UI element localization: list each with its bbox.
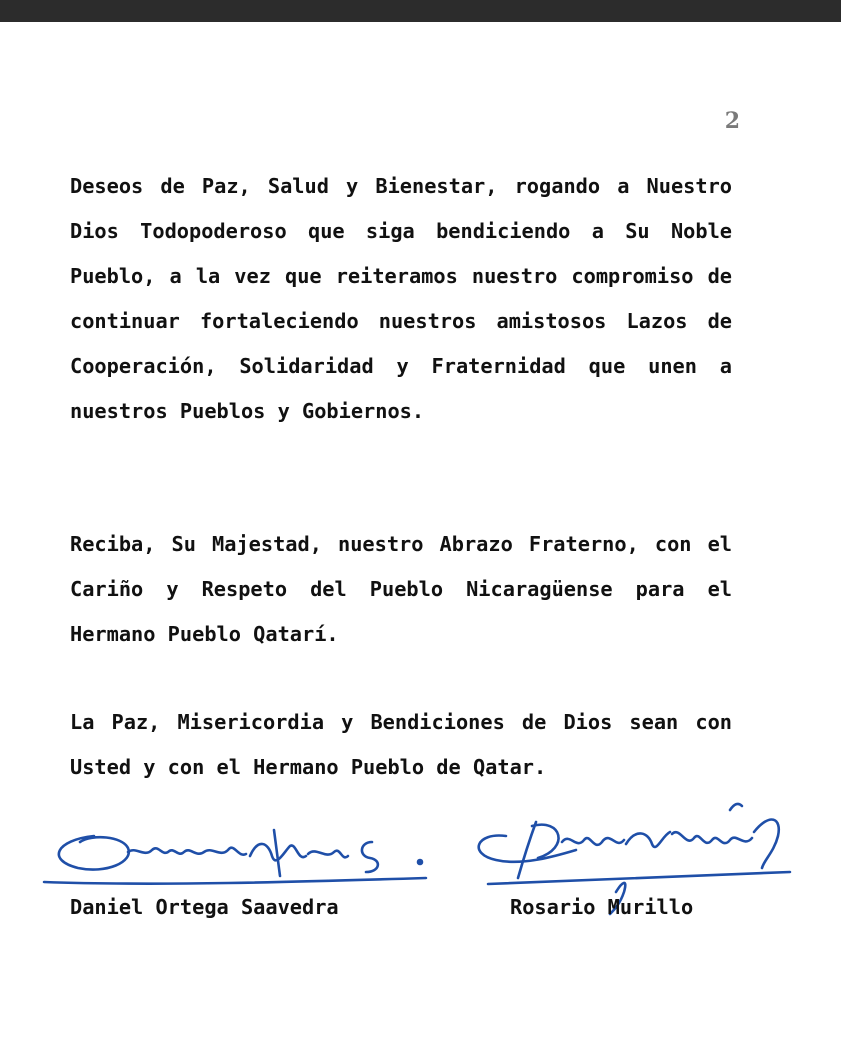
paragraph-embrace: Reciba, Su Majestad, nuestro Abrazo Fraterno, con el Cariño y Respeto del Pueblo Nicaragüense para el Hermano Pueblo Qatarí. <box>70 532 732 646</box>
paragraph-peace: La Paz, Misericordia y Bendiciones de Dios sean con Usted y con el Hermano Pueblo de Qatar. <box>70 710 732 779</box>
signer-name-rosario-murillo: Rosario Murillo <box>510 895 694 919</box>
top-bar <box>0 0 841 22</box>
paragraph-blessings: Deseos de Paz, Salud y Bienestar, rogando a Nuestro Dios Todopoderoso que siga bendiciendo a Su Noble Pueblo, a la vez que reiteramos nuestro compromiso de continuar fortaleciendo nuestros amistosos Lazos de Cooperación, Solidaridad y Fraternidad que unen a nuestros Pueblos y Gobiernos. <box>70 174 732 423</box>
page-number: 2 <box>724 108 740 134</box>
signer-name-daniel-ortega: Daniel Ortega Saavedra <box>70 895 339 919</box>
signature-daniel-ortega <box>36 812 436 897</box>
